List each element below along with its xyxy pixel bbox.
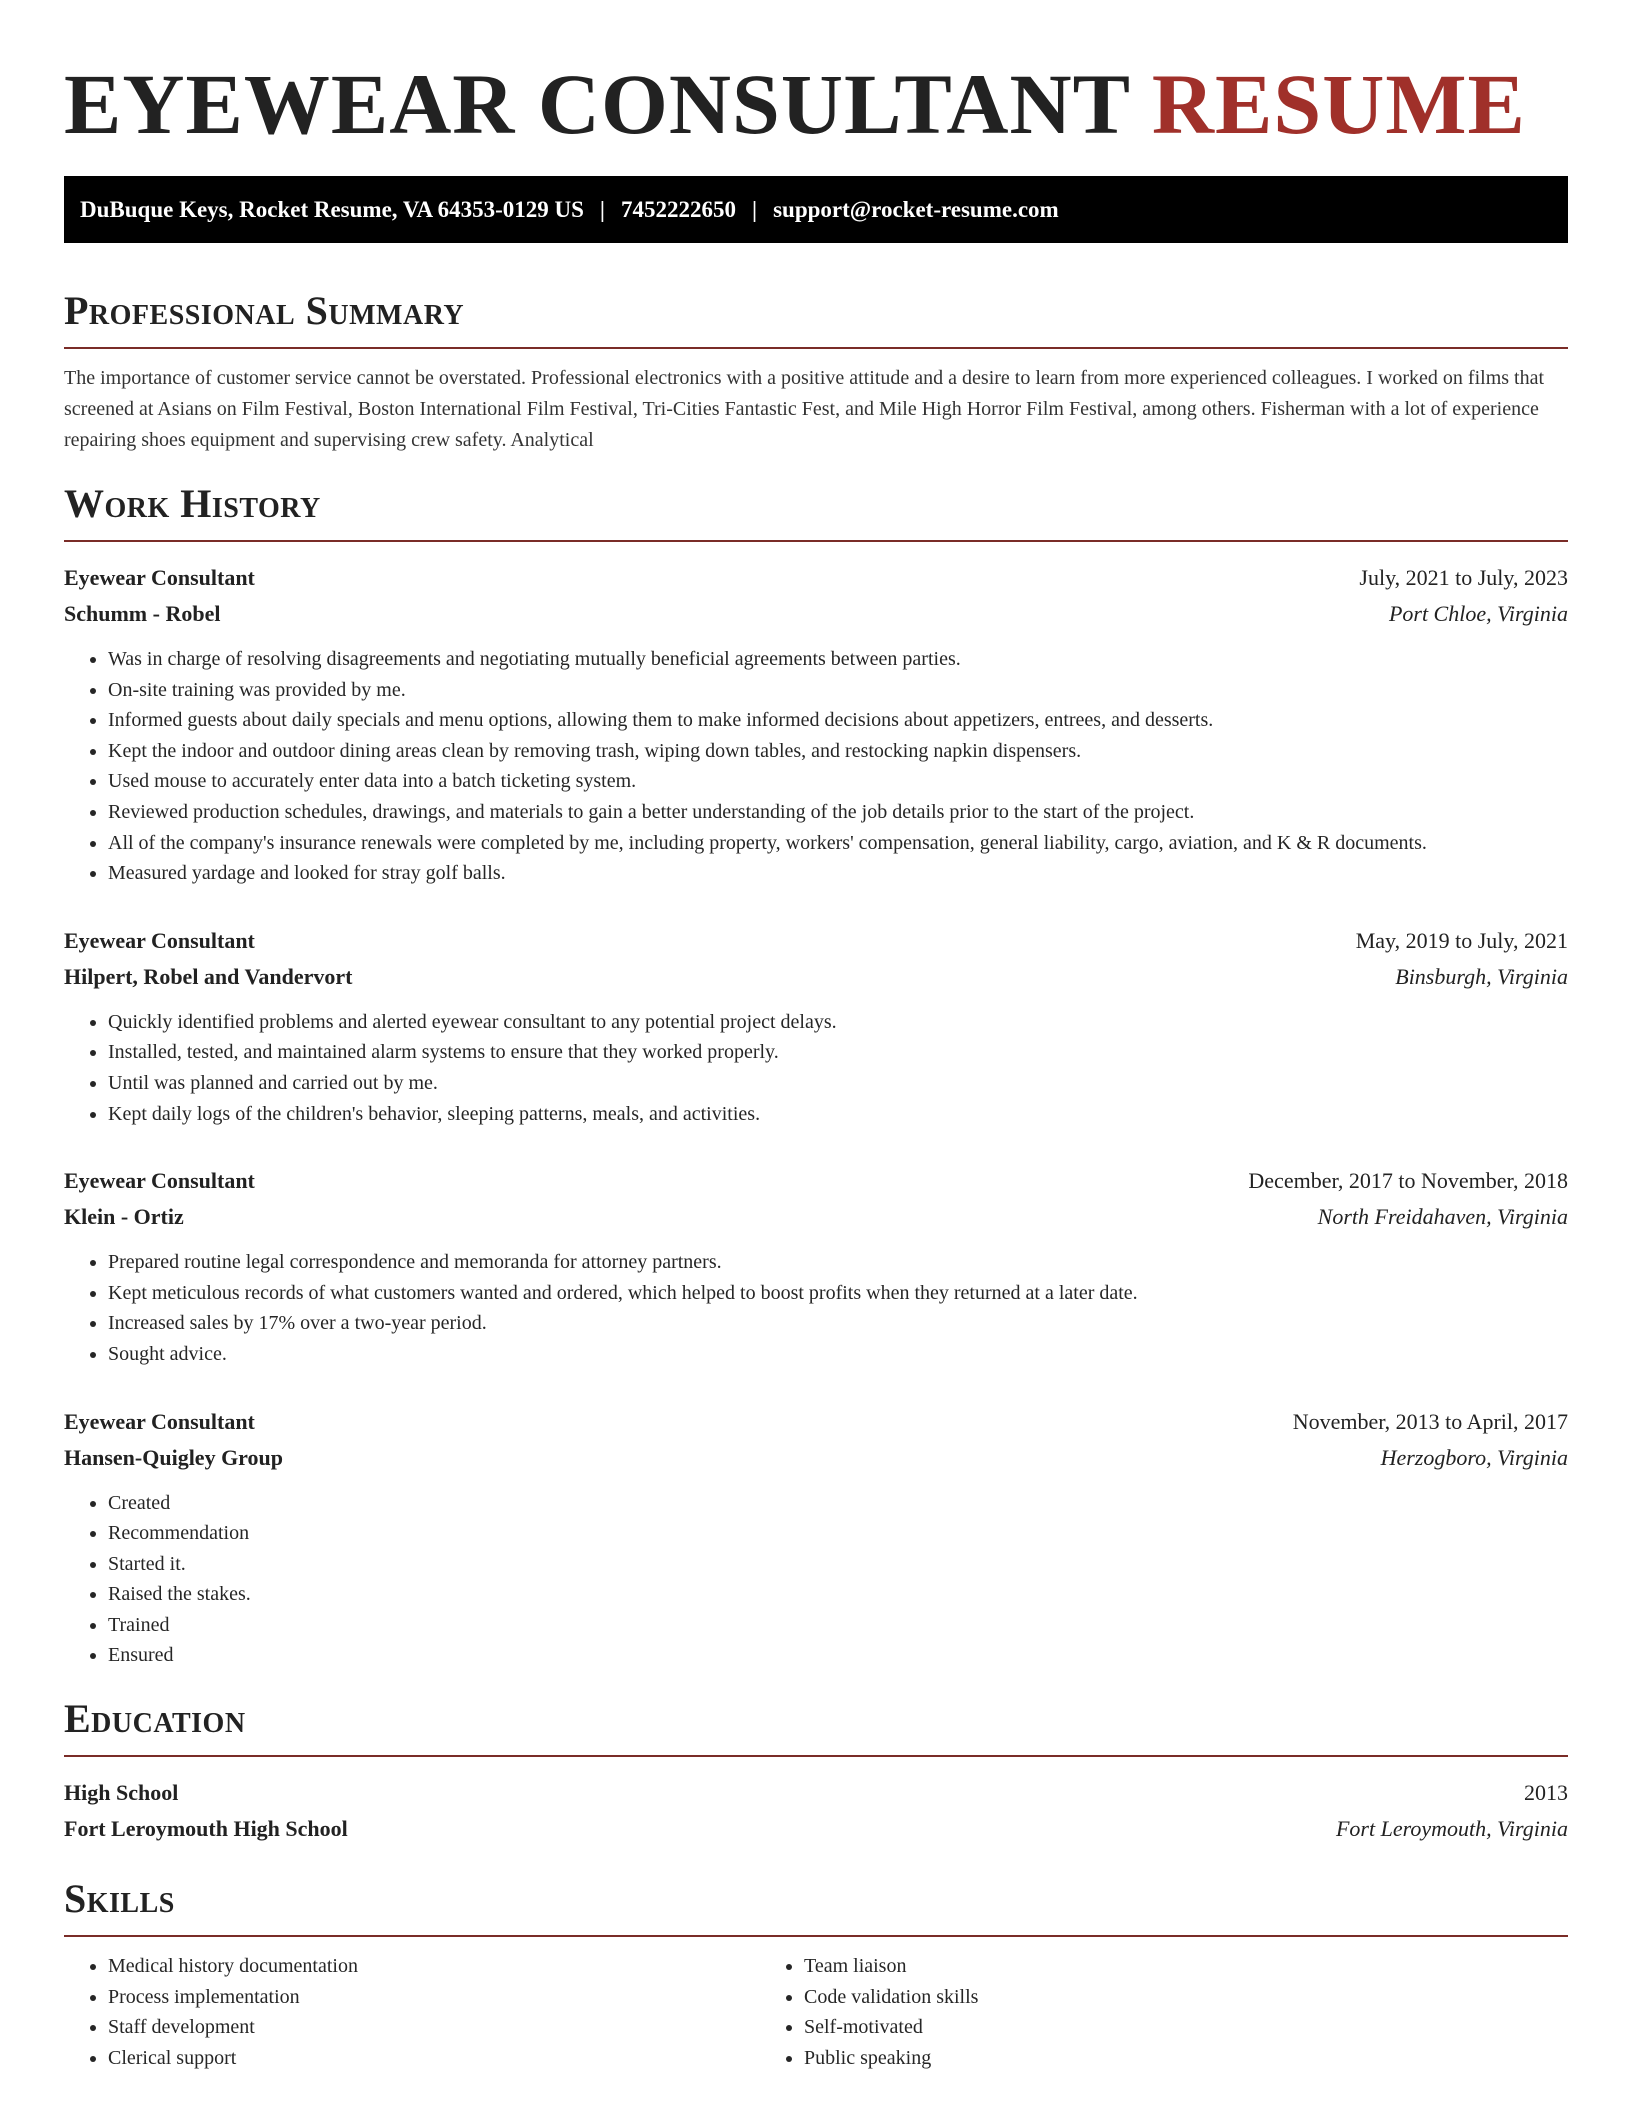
education-location: Fort Leroymouth, Virginia [1335,1816,1568,1842]
contact-email: support@rocket-resume.com [773,196,1059,222]
job-row [64,560,1568,596]
job-bullet: • Created [108,1488,1568,1519]
job-bullet: • On-site training was provided by me. [108,675,1568,706]
job-bullet: • Reviewed production schedules, drawings, and materials to gain a better understanding of the job details prior to the start of the project. [108,797,1568,828]
job-bullet: • Started it. [108,1549,1568,1580]
job-dates: July, 2021 to July, 2023 [1359,565,1568,590]
job-entry [64,923,1568,1129]
job-title: Eyewear Consultant [64,1168,255,1194]
job-bullet: • Kept daily logs of the children's behavior, sleeping patterns, meals, and activities. [108,1099,1568,1130]
summary-section [64,289,1568,456]
job-location: Binsburgh, Virginia [1395,963,1568,989]
job-bullet: • Trained [108,1610,1568,1641]
job-bullet: • Informed guests about daily specials and menu options, allowing them to make informed decisions about appetizers, entrees, and desserts. [108,705,1568,736]
section-divider [64,347,1568,349]
job-bullet: • Increased sales by 17% over a two-year period. [108,1308,1568,1339]
job-bullet: • Prepared routine legal correspondence and memoranda for attorney partners. [108,1247,1568,1278]
job-list [64,560,1568,1671]
education-row [64,1811,1568,1847]
section-divider [64,1935,1568,1937]
skills-columns [64,1951,1568,2073]
job-bullet: • Used mouse to accurately enter data into a batch ticketing system. [108,766,1568,797]
job-location: Port Chloe, Virginia [1388,601,1568,626]
job-bullet: • Recommendation [108,1518,1568,1549]
job-entry [64,1163,1568,1369]
contact-separator: | [599,196,605,222]
skill-item: • Staff development [108,2012,760,2043]
title-accent: RESUME [1151,56,1526,152]
job-entry [64,560,1568,889]
education-section [64,1697,1568,1847]
skill-item: • Team liaison [804,1951,1456,1982]
education-school: Fort Leroymouth High School [64,1816,348,1842]
title-main: EYEWEAR CONSULTANT [64,56,1130,152]
contact-phone: 7452222650 [621,196,736,222]
resume-title [64,56,1568,152]
skills-list-left [64,1951,760,2073]
job-bullet-list [64,1247,1568,1369]
job-bullet: • Raised the stakes. [108,1579,1568,1610]
education-degree: High School [64,1780,179,1806]
summary-heading: Professional Summary [64,288,465,333]
job-row [64,596,1568,632]
education-entry [64,1775,1568,1847]
skill-item: • Process implementation [108,1982,760,2013]
job-bullet: • Quickly identified problems and alerted eyewear consultant to any potential project delays. [108,1007,1568,1038]
job-row [64,923,1568,959]
skills-section [64,1877,1568,2073]
job-row [64,1404,1568,1440]
job-bullet: • Until was planned and carried out by me. [108,1068,1568,1099]
job-title: Eyewear Consultant [64,565,255,590]
job-bullet-list [64,1007,1568,1129]
job-company: Hansen-Quigley Group [64,1444,284,1470]
job-entry [64,1404,1568,1672]
job-company: Klein - Ortiz [64,1204,184,1230]
contact-address: DuBuque Keys, Rocket Resume, VA 64353-0129 US [80,196,584,222]
job-dates: November, 2013 to April, 2017 [1292,1408,1568,1434]
job-bullet: • Kept meticulous records of what customers wanted and ordered, which helped to boost profits when they returned at a later date. [108,1278,1568,1309]
job-dates: December, 2017 to November, 2018 [1248,1168,1568,1194]
skill-item: • Medical history documentation [108,1951,760,1982]
work-history-heading: Work History [64,481,321,526]
job-location: Herzogboro, Virginia [1380,1444,1568,1470]
job-dates: May, 2019 to July, 2021 [1355,927,1568,953]
job-title: Eyewear Consultant [64,927,255,953]
job-row [64,1199,1568,1235]
education-heading: Education [64,1696,246,1742]
job-row [64,959,1568,995]
skills-heading: Skills [64,1876,175,1922]
summary-text: The importance of customer service cannot be overstated. Professional electronics with a positive attitude and a desire to learn from more experienced colleagues. I worked on films that screened at Asians on Film Festival, Boston International Film Festival, Tri-Cities Fantastic Fest, and Mile High Horror Film Festival, among others. Fisherman with a lot of experience repairing shoes equipment and supervising crew safety. Analytical [64,367,1545,451]
job-company: Schumm - Robel [64,601,221,626]
education-row [64,1775,1568,1811]
job-bullet: • Ensured [108,1640,1568,1671]
job-bullet: • All of the company's insurance renewals were completed by me, including property, workers' compensation, general liability, cargo, aviation, and K & R documents. [108,828,1568,859]
skills-list-right [760,1951,1456,2073]
job-company: Hilpert, Robel and Vandervort [64,963,353,989]
contact-separator: | [752,196,758,222]
job-bullet: • Kept the indoor and outdoor dining areas clean by removing trash, wiping down tables, and restocking napkin dispensers. [108,736,1568,767]
job-bullet-list [64,644,1568,889]
job-bullet: • Sought advice. [108,1339,1568,1370]
section-divider [64,1755,1568,1757]
skill-item: • Self-motivated [804,2012,1456,2043]
education-year: 2013 [1524,1780,1568,1806]
job-bullet: • Installed, tested, and maintained alarm systems to ensure that they worked properly. [108,1037,1568,1068]
job-bullet-list [64,1488,1568,1672]
skill-item: • Clerical support [108,2043,760,2074]
job-location: North Freidahaven, Virginia [1317,1204,1568,1230]
skill-item: • Public speaking [804,2043,1456,2074]
work-history-section [64,482,1568,1671]
job-title: Eyewear Consultant [64,1408,255,1434]
job-row [64,1163,1568,1199]
job-bullet: • Was in charge of resolving disagreements and negotiating mutually beneficial agreements between parties. [108,644,1568,675]
job-row [64,1440,1568,1476]
contact-bar [64,176,1568,243]
job-bullet: • Measured yardage and looked for stray golf balls. [108,858,1568,889]
skill-item: • Code validation skills [804,1982,1456,2013]
section-divider [64,540,1568,542]
